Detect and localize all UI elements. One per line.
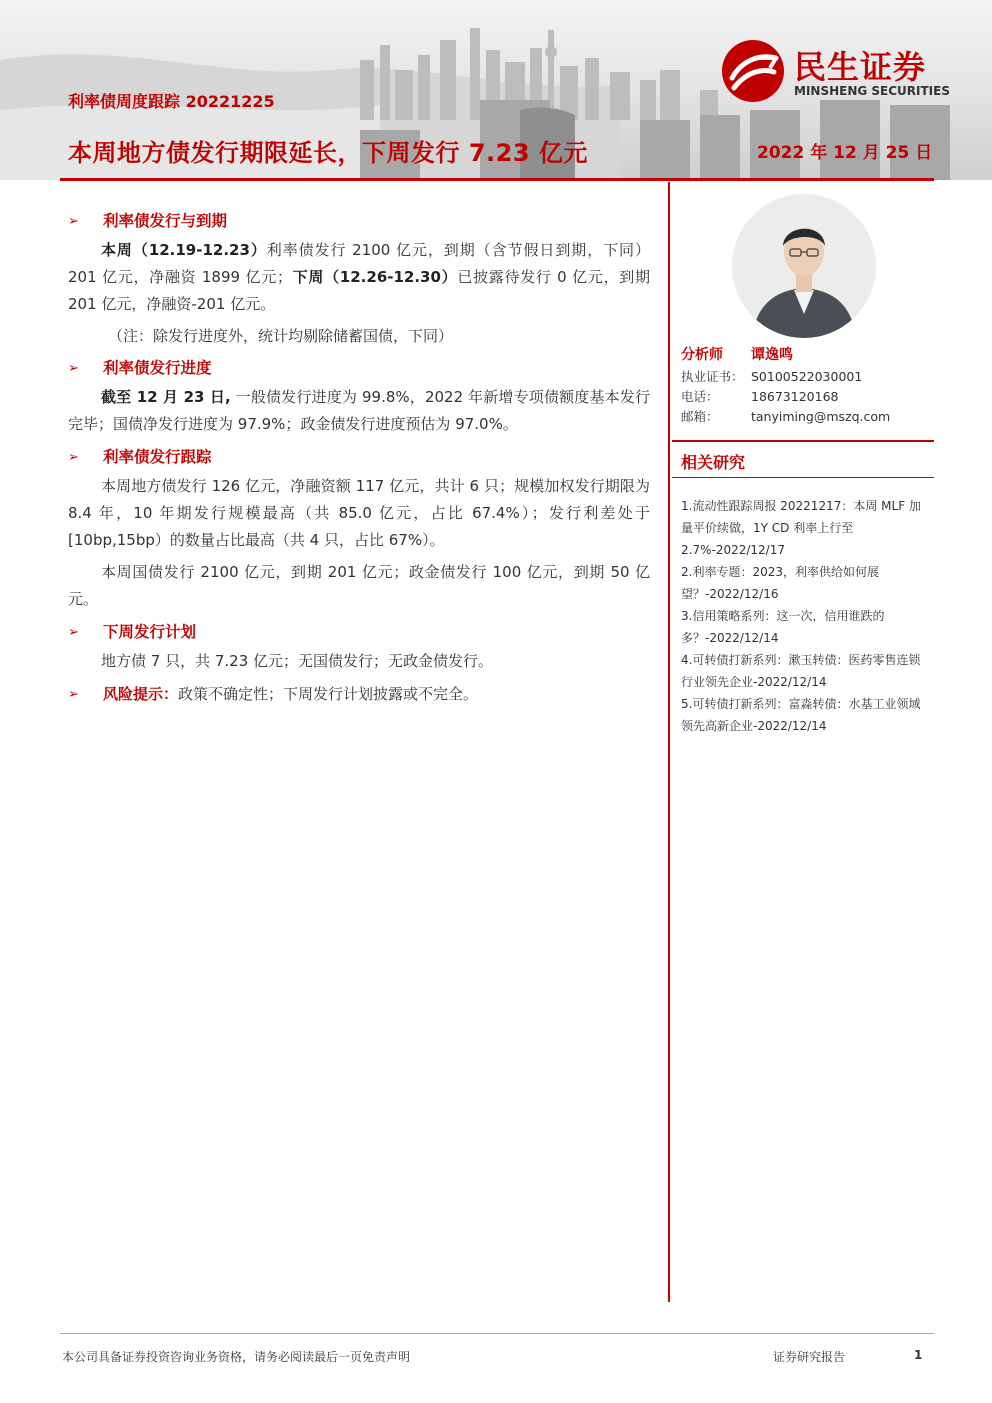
- paragraph-text: 利率债发行 2100 亿元，到期（含节假日到期，下同）201 亿元，净融资 1899 亿元；: [68, 241, 650, 286]
- related-research-title: 相关研究: [681, 453, 746, 472]
- column-divider: [668, 182, 670, 1302]
- section-title: 利率债发行与到期: [103, 211, 228, 230]
- report-title: 本周地方债发行期限延长，下周发行 7.23 亿元: [68, 139, 588, 167]
- analyst-info: [681, 343, 931, 427]
- note-text: （注：除发行进度外，统计均剔除储蓄国债，下同）: [108, 327, 454, 345]
- arrow-bullet-icon: ➢: [68, 360, 79, 376]
- paragraph: [68, 384, 650, 438]
- related-research-list: [681, 495, 927, 737]
- email-row: [681, 407, 931, 427]
- section-heading: [68, 354, 650, 382]
- header-banner: [0, 0, 992, 180]
- bold-lead: 下周（12.26-12.30）: [291, 268, 458, 286]
- section-title: 利率债发行进度: [103, 358, 212, 377]
- bold-lead: 截至 12 月 23 日,: [101, 388, 231, 406]
- analyst-label: 分析师: [681, 347, 723, 363]
- logo-emblem-icon: [720, 38, 786, 104]
- paragraph: 本周地方债发行 126 亿元，净融资额 117 亿元，共计 6 只；规模加权发行期限为 8.4 年，10 年期发行规模最高（共 85.0 亿元，占比 67.4%）；发行利差处于[10bp,15bp）的数量占比最高（共 4 只，占比 67%）。: [68, 477, 650, 549]
- sidebar-divider: [672, 477, 934, 478]
- arrow-bullet-icon: ➢: [68, 449, 79, 465]
- phone-row: [681, 387, 931, 407]
- phone-label: 电话：: [681, 389, 719, 404]
- footer-disclaimer: 本公司具备证券投资咨询业务资格，请务必阅读最后一页免责声明: [62, 1350, 411, 1364]
- email-value[interactable]: tanyiming@mszq.com: [751, 409, 891, 424]
- paragraph-text: 一般债发行进度为 99.8%，2022 年新增专项债额度基本发行完毕；国债净发行进度为 97.9%；政金债发行进度预估为 97.0%。: [68, 388, 650, 433]
- footer-doc-type: 证券研究报告: [773, 1350, 846, 1364]
- sidebar-divider: [672, 440, 934, 442]
- report-date: 2022 年 12 月 25 日: [757, 143, 933, 163]
- logo-english-name: MINSHENG SECURITIES: [794, 84, 950, 98]
- section-heading: [68, 618, 650, 646]
- section-title: 利率债发行跟踪: [103, 447, 212, 466]
- email-label: 邮箱：: [681, 409, 719, 424]
- phone-value: 18673120168: [751, 389, 839, 404]
- paragraph-text: 已披露待发行 0 亿元，到期 201 亿元，净融资-201 亿元。: [68, 268, 650, 313]
- paragraph: [68, 237, 650, 318]
- cert-row: [681, 367, 931, 387]
- cert-value: S0100522030001: [751, 369, 863, 384]
- main-content: [68, 205, 650, 708]
- risk-warning: [68, 680, 650, 708]
- analyst-photo: [732, 194, 876, 338]
- company-logo: [720, 38, 970, 104]
- related-research-item[interactable]: 4.可转债打新系列：漱玉转债：医药零售连锁行业领先企业-2022/12/14: [681, 653, 921, 689]
- cert-label: 执业证书：: [681, 369, 744, 384]
- paragraph: 本周国债发行 2100 亿元，到期 201 亿元；政金债发行 100 亿元，到期 50 亿元。: [68, 563, 650, 608]
- related-research-item[interactable]: 2.利率专题：2023，利率供给如何展望？-2022/12/16: [681, 565, 879, 601]
- bold-lead: 本周（12.19-12.23）: [101, 241, 267, 259]
- section-heading: [68, 207, 650, 235]
- related-research-item[interactable]: 5.可转债打新系列：富淼转债：水基工业领域领先高新企业-2022/12/14: [681, 697, 921, 733]
- logo-chinese-name: 民生证券: [794, 48, 927, 86]
- arrow-bullet-icon: ➢: [68, 686, 79, 702]
- arrow-bullet-icon: ➢: [68, 624, 79, 640]
- risk-label: 风险提示：: [103, 684, 179, 703]
- paragraph: 地方债 7 只，共 7.23 亿元；无国债发行；无政金债发行。: [101, 652, 494, 670]
- footer-divider: [60, 1333, 934, 1334]
- related-research-item[interactable]: 3.信用策略系列：这一次，信用谁跌的多？-2022/12/14: [681, 609, 885, 645]
- header-divider: [60, 178, 934, 181]
- section-title: 下周发行计划: [103, 622, 197, 641]
- risk-text: 政策不确定性；下周发行计划披露或不完全。: [178, 684, 479, 703]
- series-title: 利率债周度跟踪 20221225: [68, 92, 275, 111]
- page-number: 1: [914, 1348, 923, 1362]
- arrow-bullet-icon: ➢: [68, 213, 79, 229]
- analyst-name: 谭逸鸣: [751, 347, 793, 363]
- section-heading: [68, 443, 650, 471]
- analyst-row: [681, 343, 931, 367]
- related-research-item[interactable]: 1.流动性跟踪周报 20221217：本周 MLF 加量平价续做，1Y CD 利率上行至 2.7%-2022/12/17: [681, 499, 921, 557]
